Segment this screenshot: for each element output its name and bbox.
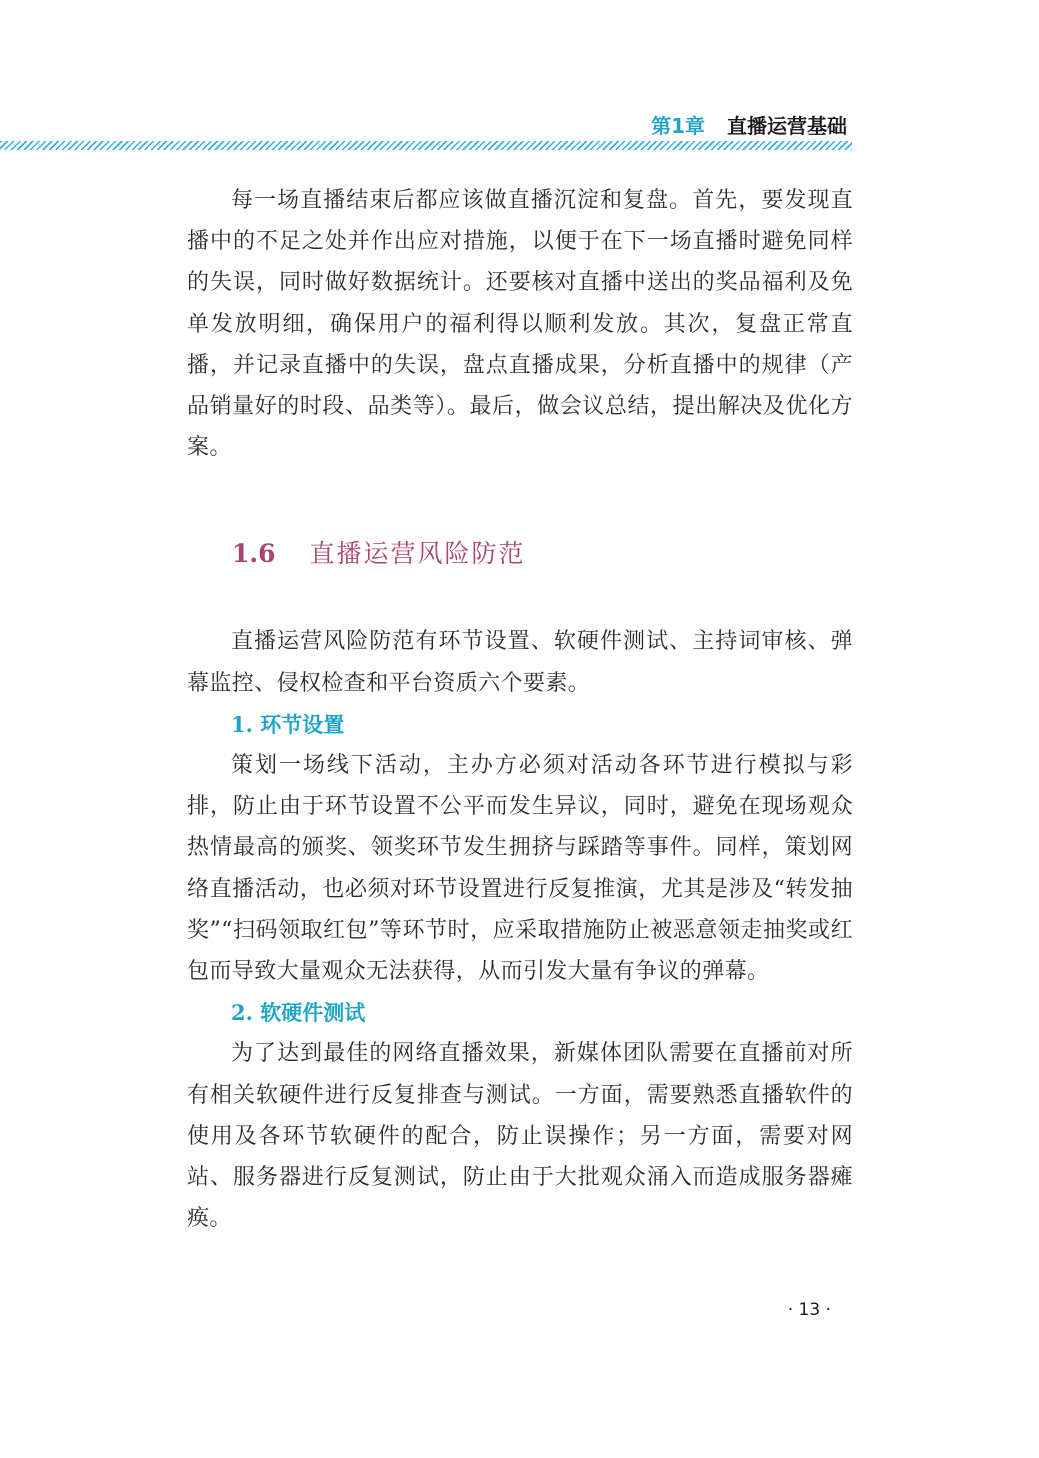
header-hatch-rule (0, 141, 852, 150)
chapter-title: 直播运营基础 (727, 114, 847, 138)
page-number: · 13 · (787, 1300, 831, 1320)
chapter-number: 第1章 (651, 114, 705, 138)
spacer (187, 583, 853, 621)
section-intro-paragraph: 直播运营风险防范有环节设置、软硬件测试、主持词审核、弹幕监控、侵权检查和平台资质六个要素。 (187, 629, 853, 696)
link-settings-paragraph: 策划一场线下活动，主办方必须对活动各环节进行模拟与彩排，防止由于环节设置不公平而发生异议，同时，避免在现场观众热情最高的颁奖、领奖环节发生拥挤与踩踏等事件。同样，策划网络直播活动，也必须对环节设置进行反复推演，尤其是涉及“转发抽奖”“扫码领取红包”等环节时，应采取措施防止被恶意领走抽奖或红包而导致大量观众无法获得，从而引发大量有争议的弹幕。 (187, 753, 853, 985)
subheading-hardware-testing: 2. 软硬件测试 (231, 1000, 366, 1026)
section-number: 1.6 (232, 539, 276, 569)
subheading-link-settings: 1. 环节设置 (231, 711, 345, 737)
page-body (187, 180, 853, 1239)
section-heading (232, 525, 853, 583)
hardware-testing-paragraph: 为了达到最佳的网络直播效果，新媒体团队需要在直播前对所有相关软硬件进行反复排查与测试。一方面，需要熟悉直播软件的使用及各环节软硬件的配合，防止误操作；另一方面，需要对网站、服务器进行反复测试，防止由于大批观众涌入而造成服务器瘫痪。 (187, 1041, 853, 1232)
running-header (651, 110, 847, 139)
intro-paragraph: 每一场直播结束后都应该做直播沉淀和复盘。首先，要发现直播中的不足之处并作出应对措施，以便于在下一场直播时避免同样的失误，同时做好数据统计。还要核对直播中送出的奖品福利及免单发放明细，确保用户的福利得以顺利发放。其次，复盘正常直播，并记录直播中的失误，盘点直播成果，分析直播中的规律（产品销量好的时段、品类等）。最后，做会议总结，提出解决及优化方案。 (187, 188, 853, 461)
section-title: 直播运营风险防范 (309, 539, 526, 569)
